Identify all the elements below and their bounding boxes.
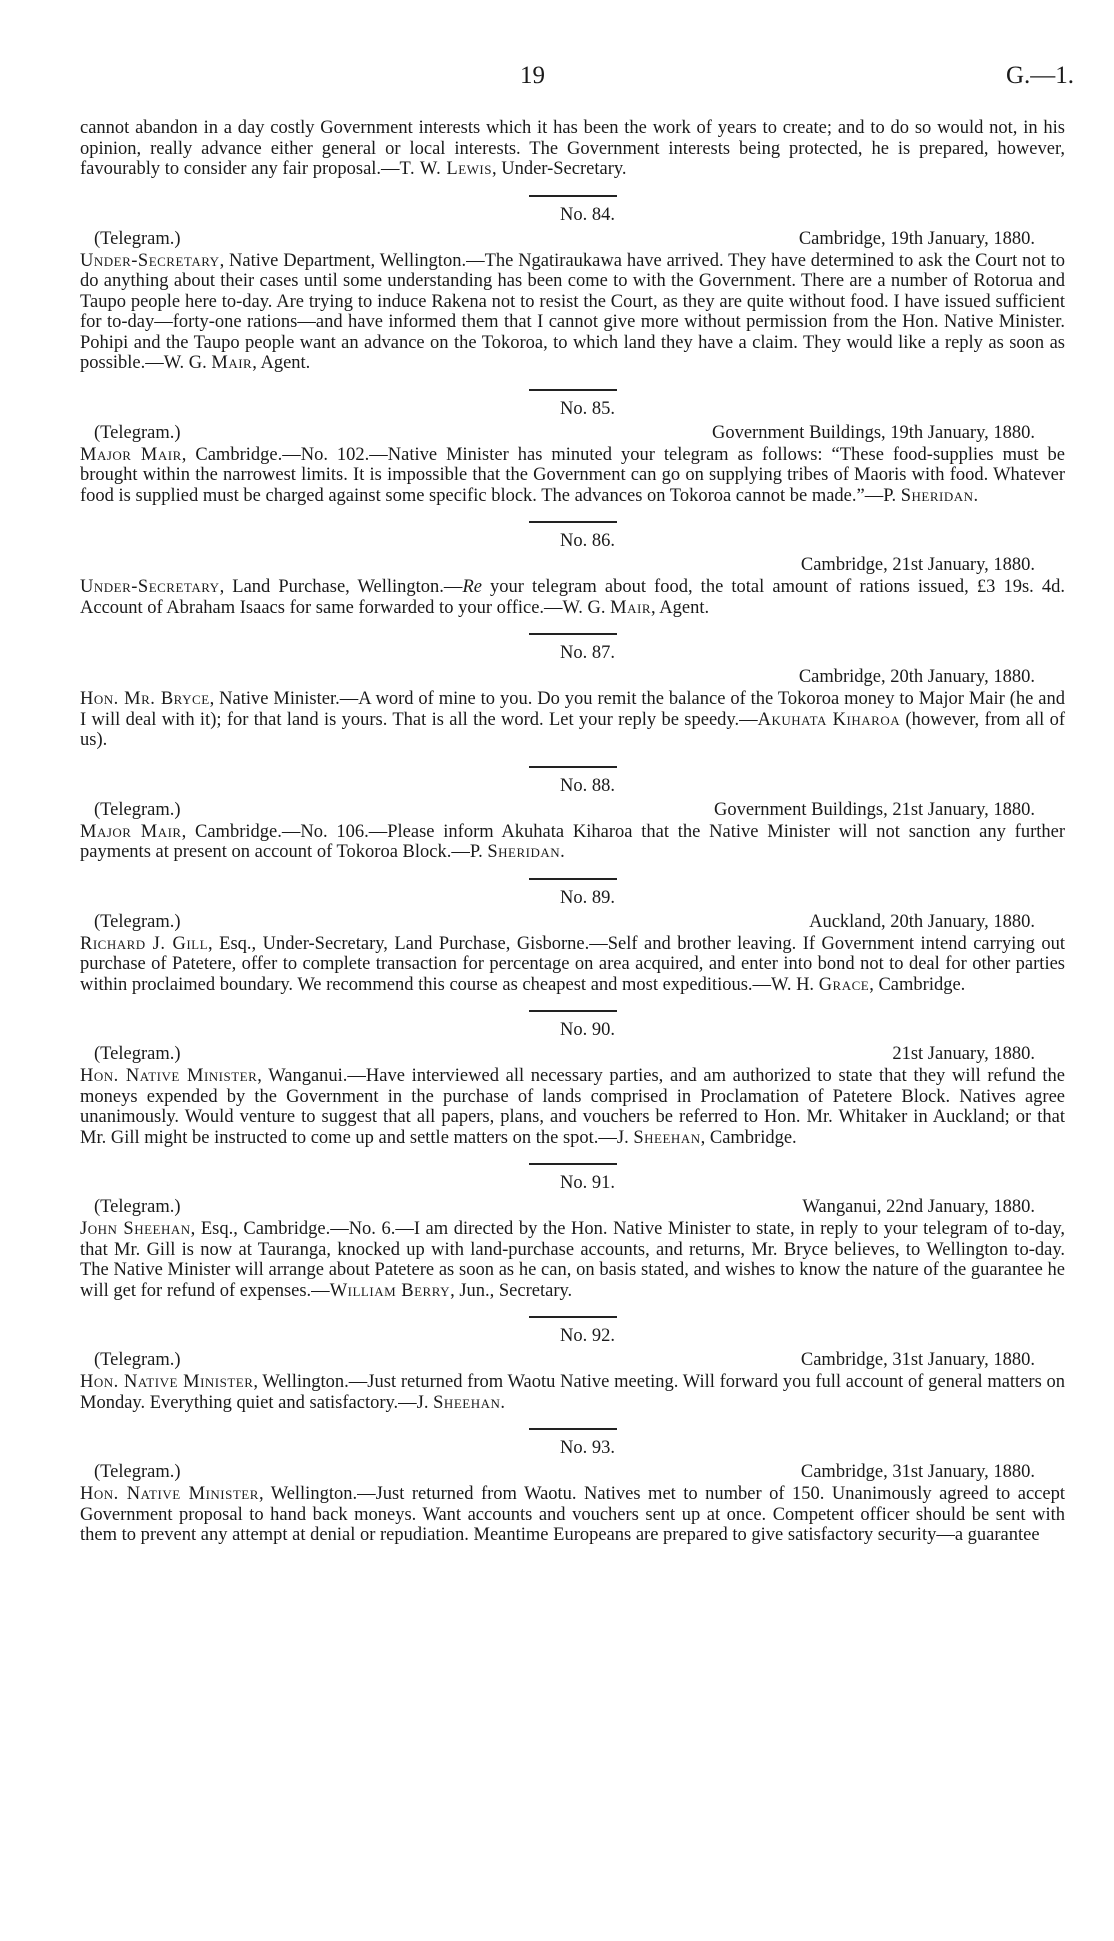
telegram-label: (Telegram.)	[94, 1350, 181, 1370]
telegram-label: (Telegram.)	[94, 799, 181, 820]
entry-number: No. 92.	[560, 1326, 615, 1346]
addressee: Hon. Mr. Bryce	[80, 689, 210, 709]
signature-tail: .	[560, 842, 565, 862]
intro-tail: , Under-Secretary.	[491, 159, 627, 179]
signature: Akuhata Kiharoa	[757, 709, 901, 730]
separator-rule	[529, 1163, 617, 1165]
entry-header	[80, 667, 1065, 689]
entry-number: No. 88.	[560, 775, 615, 796]
entry-body	[80, 251, 1065, 374]
addressee: Under-Secretary	[80, 250, 220, 271]
separator-rule	[529, 878, 617, 880]
place-date: 21st January, 1880.	[892, 1044, 1035, 1064]
signature: Sheehan	[633, 1127, 701, 1148]
place-date: Government Buildings, 21st January, 1880.	[714, 799, 1035, 820]
separator-rule	[529, 633, 617, 635]
intro-signature: T. W. Lewis	[399, 159, 492, 179]
page-number: 19	[520, 62, 545, 89]
entry-header	[80, 912, 1065, 934]
telegram-label: (Telegram.)	[94, 1044, 181, 1064]
place-date: Cambridge, 20th January, 1880.	[798, 667, 1035, 687]
message-text: , Native Minister.—A word of mine to you. Do you remit the balance of the Tokoroa money to Major Mair (he and I will deal with it); for that land is yours. That is all the word. Let your reply be speedy.—	[80, 689, 1065, 730]
signature: Mair	[211, 353, 253, 373]
entry-number: No. 91.	[560, 1173, 615, 1193]
addressee: Hon. Native Minister	[80, 1066, 258, 1086]
addressee: Under-Secretary	[80, 577, 220, 597]
signature: Sheehan	[433, 1392, 501, 1413]
message-text: , Wanganui.—Have interviewed all necessary parties, and am authorized to state that they will refund the moneys expended by the Government in the purchase of lands comprised in Proclamation of Patetere Block. Natives agree unanimously. Would venture to suggest that all papers, plans, and vouchers be referred to Hon. Mr. Whitaker in Auckland; or that Mr. Gill might be instructed to come up and settle matters on the spot.—J.	[80, 1066, 1065, 1148]
telegram-label: (Telegram.)	[94, 422, 181, 443]
entry-body	[80, 577, 1065, 618]
signature: Mair	[610, 597, 652, 618]
entry-body	[80, 1219, 1065, 1301]
place-date: Government Buildings, 19th January, 1880.	[711, 422, 1035, 443]
signature: William Berry	[329, 1280, 451, 1301]
entry-body	[80, 1484, 1065, 1546]
place-date: Cambridge, 19th January, 1880.	[798, 228, 1035, 249]
addressee: John Sheehan	[80, 1219, 191, 1239]
addressee: Major Mair	[80, 444, 182, 465]
addressee: Richard J. Gill	[80, 933, 209, 954]
signature-tail: , Agent.	[651, 597, 710, 618]
entry-header	[80, 423, 1065, 445]
italic-re: Re	[462, 577, 482, 597]
message-text: , Cambridge.—No. 102.—Native Minister has minuted your telegram as follows: “These food-supplies must be brought within the narrowest limits. It is impossible that the Government can go on supplying tribes of Maoris with food. Whatever food is supplied must be charged against some specific block. The advances on Tokoroa cannot be made.”—P.	[80, 444, 1065, 506]
place-date: Auckland, 20th January, 1880.	[809, 911, 1035, 932]
entry-number: No. 90.	[560, 1020, 615, 1040]
entry-number: No. 89.	[560, 887, 615, 908]
entry-header	[80, 800, 1065, 822]
signature-tail: , Agent.	[252, 353, 311, 373]
place-date: Cambridge, 31st January, 1880.	[800, 1462, 1035, 1482]
entry-header	[80, 555, 1065, 577]
message-text: , Wellington.—Just returned from Waotu Native meeting. Will forward you full account of general matters on Monday. Everything quiet and satisfactory.—J.	[80, 1372, 1065, 1413]
signature: Sheridan	[487, 842, 561, 862]
entry-body	[80, 445, 1065, 507]
entry-number: No. 93.	[560, 1438, 615, 1458]
signature-tail: , Cambridge.	[700, 1127, 797, 1148]
entry-header	[80, 1462, 1065, 1484]
addressee: Hon. Native Minister	[80, 1372, 254, 1392]
addressee: Major Mair	[80, 821, 182, 842]
signature-tail: , Cambridge.	[869, 974, 966, 995]
message-text: , Esq., Cambridge.—No. 6.—I am directed by the Hon. Native Minister to state, in reply to your telegram of to-day, that Mr. Gill is now at Tauranga, knocked up with land-purchase accounts, and returns, Mr. Bryce believes, to Wellington to-day. The Native Minister will arrange about Patetere as soon as he can, on basis stated, and wishes to know the nature of the guarantee he will get for refund of expenses.—	[80, 1219, 1065, 1301]
message-text-lead: , Land Purchase, Wellington.—	[219, 577, 463, 597]
intro-text: cannot abandon in a day costly Government interests which it has been the work of years to create; and to do so would not, in his opinion, really advance either general or local interests. The Government interests being protected, he is prepared, however, favourably to consider any fair proposal.—	[80, 118, 1065, 179]
entry-body	[80, 689, 1065, 751]
entry-header	[80, 1350, 1065, 1372]
entry-header	[80, 1044, 1065, 1066]
separator-rule	[529, 1428, 617, 1430]
intro-paragraph	[80, 118, 1065, 180]
signature-tail: .	[500, 1392, 505, 1413]
message-text: your telegram about food, the total amount of rations issued, £3 19s. 4d. Account of Abraham Isaacs for same forwarded to your office.—W. G.	[80, 577, 1065, 618]
separator-rule	[529, 1010, 617, 1012]
separator-rule	[529, 195, 617, 197]
entry-body	[80, 1066, 1065, 1148]
telegram-label: (Telegram.)	[94, 1462, 181, 1482]
message-text: , Native Department, Wellington.—The Ngatiraukawa have arrived. They have determined to ask the Court not to do anything about their cases until some understanding has been come to with the Government. There are a number of Rotorua and Taupo people here to-day. Are trying to induce Rakena not to resist the Court, as they are quite without food. I have issued sufficient for to-day—forty-one rations—and have informed them that I cannot give more without permission from the Hon. Native Minister. Pohipi and the Taupo people want an advance on the Tokoroa, to which land they have a claim. They would like a reply as soon as possible.—W. G.	[80, 250, 1065, 373]
signature-tail: .	[973, 485, 979, 506]
entry-header	[80, 1197, 1065, 1219]
entry-body	[80, 822, 1065, 863]
entry-number: No. 85.	[560, 398, 615, 419]
page-header	[80, 62, 1074, 92]
place-date: Cambridge, 21st January, 1880.	[800, 555, 1035, 575]
entry-body	[80, 934, 1065, 996]
entry-body	[80, 1372, 1065, 1413]
message-text: , Cambridge.—No. 106.—Please inform Akuhata Kiharoa that the Native Minister will not sanction any further payments at present on account of Tokoroa Block.—P.	[80, 821, 1066, 862]
message-text: , Wellington.—Just returned from Waotu. Natives met to number of 150. Unanimously agreed to accept Government proposal to hand back moneys. Want accounts and vouchers sent up at once. Competent officer should be sent with them to prevent any attempt at denial or repudiation. Meantime Europeans are prepared to give satisfactory security—a guarantee	[80, 1484, 1065, 1545]
addressee: Hon. Native Minister	[80, 1484, 259, 1504]
entry-number: No. 87.	[560, 643, 615, 663]
telegram-label: (Telegram.)	[94, 1197, 181, 1217]
entry-number: No. 86.	[560, 531, 615, 551]
separator-rule	[529, 1316, 617, 1318]
place-date: Wanganui, 22nd January, 1880.	[802, 1197, 1035, 1217]
separator-rule	[529, 389, 617, 391]
entry-number: No. 84.	[560, 204, 615, 225]
document-reference: G.—1.	[1005, 62, 1074, 89]
document-body	[80, 118, 1065, 1546]
signature: Grace	[818, 974, 870, 995]
entry-header	[80, 229, 1065, 251]
signature-tail: (however, from all of us).	[80, 709, 1065, 750]
separator-rule	[529, 521, 617, 523]
signature: Sheridan	[900, 485, 974, 506]
signature-tail: , Jun., Secretary.	[450, 1280, 573, 1301]
telegram-label: (Telegram.)	[94, 228, 181, 249]
telegram-label: (Telegram.)	[94, 911, 181, 932]
separator-rule	[529, 766, 617, 768]
place-date: Cambridge, 31st January, 1880.	[800, 1350, 1035, 1370]
message-text: , Esq., Under-Secretary, Land Purchase, Gisborne.—Self and brother leaving. If Government intend carrying out purchase of Patetere, offer to complete transaction for percentage on area acquired, and enter into bond not to deal for other parties within proclaimed boundary. We recommend this course as cheapest and most expeditious.—W. H.	[80, 933, 1065, 995]
